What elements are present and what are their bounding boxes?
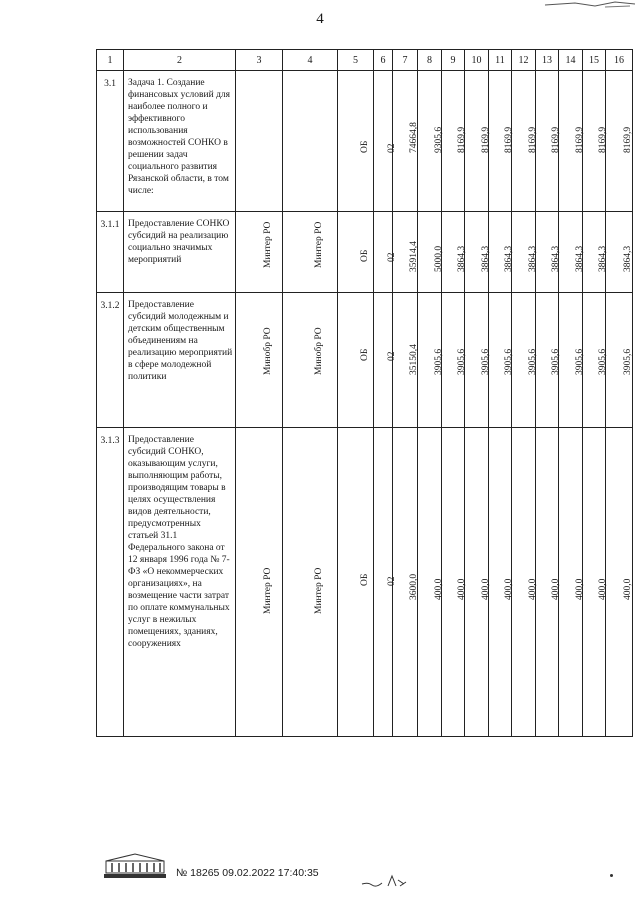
row-number: 3.1.3	[97, 428, 124, 737]
header-cell: 5	[338, 50, 374, 71]
value-cell: 400,0	[442, 428, 465, 737]
value-cell: 3864,3	[559, 212, 583, 293]
coexecutor-cell	[283, 71, 338, 212]
executor-cell	[236, 71, 283, 212]
header-cell: 13	[536, 50, 559, 71]
value-cell: 3600,0	[393, 428, 418, 737]
document-registration-number: № 18265 09.02.2022 17:40:35	[176, 867, 319, 879]
header-cell: 1	[97, 50, 124, 71]
value-cell: 3864,3	[465, 212, 489, 293]
value-cell: 3905,6	[512, 293, 536, 428]
code-cell: 02	[374, 293, 393, 428]
value-cell: 3864,3	[583, 212, 606, 293]
value-cell: 8169,9	[465, 71, 489, 212]
page-number: 4	[316, 11, 324, 27]
value-cell: 8169,9	[583, 71, 606, 212]
value-cell: 3864,3	[606, 212, 633, 293]
header-row	[97, 50, 633, 71]
value-cell: 8169,9	[489, 71, 512, 212]
value-cell: 8169,9	[536, 71, 559, 212]
row-name: Предоставление субсидий молодежным и детским общественным объединениям на реализацию мероприятий в сфере молодежной политики	[124, 293, 236, 428]
value-cell: 8169,9	[512, 71, 536, 212]
header-cell: 11	[489, 50, 512, 71]
coexecutor-cell: Минтер РО	[283, 428, 338, 737]
executor-cell: Минтер РО	[236, 428, 283, 737]
executor-cell: Минтер РО	[236, 212, 283, 293]
header-cell: 8	[418, 50, 442, 71]
value-cell: 3864,3	[442, 212, 465, 293]
executor-cell: Минобр РО	[236, 293, 283, 428]
scan-dot-mark	[610, 874, 613, 877]
value-cell: 3905,6	[489, 293, 512, 428]
value-cell: 400,0	[583, 428, 606, 737]
value-cell: 3905,6	[536, 293, 559, 428]
value-cell: 74664,8	[393, 71, 418, 212]
value-cell: 8169,9	[559, 71, 583, 212]
funding-source-cell: ОБ	[338, 212, 374, 293]
value-cell: 3905,6	[559, 293, 583, 428]
value-cell: 3905,6	[442, 293, 465, 428]
value-cell: 3864,3	[489, 212, 512, 293]
row-name: Предоставление субсидий СОНКО, оказывающим услуги, выполняющим работы, производящим товары в целях осуществления видов деятельности, предусмотренных статьей 31.1 Федерального закона от 12 января 1996 года № 7-ФЗ «О некоммерческих организациях», на возмещение части затрат по оплате коммунальных услуг в нежилых помещениях, зданиях, сооружениях	[124, 428, 236, 737]
value-cell: 35914,4	[393, 212, 418, 293]
header-cell: 12	[512, 50, 536, 71]
header-cell: 3	[236, 50, 283, 71]
value-cell: 400,0	[536, 428, 559, 737]
value-cell: 400,0	[465, 428, 489, 737]
row-name: Предоставление СОНКО субсидий на реализацию социально значимых мероприятий	[124, 212, 236, 293]
value-cell: 400,0	[418, 428, 442, 737]
value-cell: 400,0	[559, 428, 583, 737]
value-cell: 400,0	[512, 428, 536, 737]
funding-source-cell: ОБ	[338, 71, 374, 212]
value-cell: 3864,3	[536, 212, 559, 293]
value-cell: 3864,3	[512, 212, 536, 293]
signature-scribble	[360, 870, 410, 890]
value-cell: 3905,6	[418, 293, 442, 428]
funding-source-cell: ОБ	[338, 293, 374, 428]
header-cell: 9	[442, 50, 465, 71]
building-stamp-icon	[104, 853, 166, 879]
header-cell: 4	[283, 50, 338, 71]
table-row	[97, 428, 633, 737]
funding-source-cell: ОБ	[338, 428, 374, 737]
row-number: 3.1	[97, 71, 124, 212]
table-row	[97, 293, 633, 428]
coexecutor-cell: Минобр РО	[283, 293, 338, 428]
scan-edge-mark	[535, 0, 640, 10]
header-cell: 6	[374, 50, 393, 71]
value-cell: 400,0	[489, 428, 512, 737]
row-number: 3.1.2	[97, 293, 124, 428]
header-cell: 7	[393, 50, 418, 71]
value-cell: 35150,4	[393, 293, 418, 428]
coexecutor-cell: Минтер РО	[283, 212, 338, 293]
code-cell: 02	[374, 212, 393, 293]
header-cell: 10	[465, 50, 489, 71]
table-row	[97, 212, 633, 293]
value-cell: 3905,6	[583, 293, 606, 428]
value-cell: 5000,0	[418, 212, 442, 293]
row-name: Задача 1. Создание финансовых условий для наиболее полного и эффективного использования возможностей СОНКО в решении задач социального развития Рязанской области, в том числе:	[124, 71, 236, 212]
header-cell: 15	[583, 50, 606, 71]
header-cell: 14	[559, 50, 583, 71]
value-cell: 3905,6	[606, 293, 633, 428]
value-cell: 8169,9	[606, 71, 633, 212]
row-number: 3.1.1	[97, 212, 124, 293]
value-cell: 400,0	[606, 428, 633, 737]
value-cell: 3905,6	[465, 293, 489, 428]
header-cell: 16	[606, 50, 633, 71]
code-cell: 02	[374, 428, 393, 737]
program-table	[96, 49, 633, 737]
header-cell: 2	[124, 50, 236, 71]
table-row	[97, 71, 633, 212]
value-cell: 9305,6	[418, 71, 442, 212]
value-cell: 8169,9	[442, 71, 465, 212]
code-cell: 02	[374, 71, 393, 212]
